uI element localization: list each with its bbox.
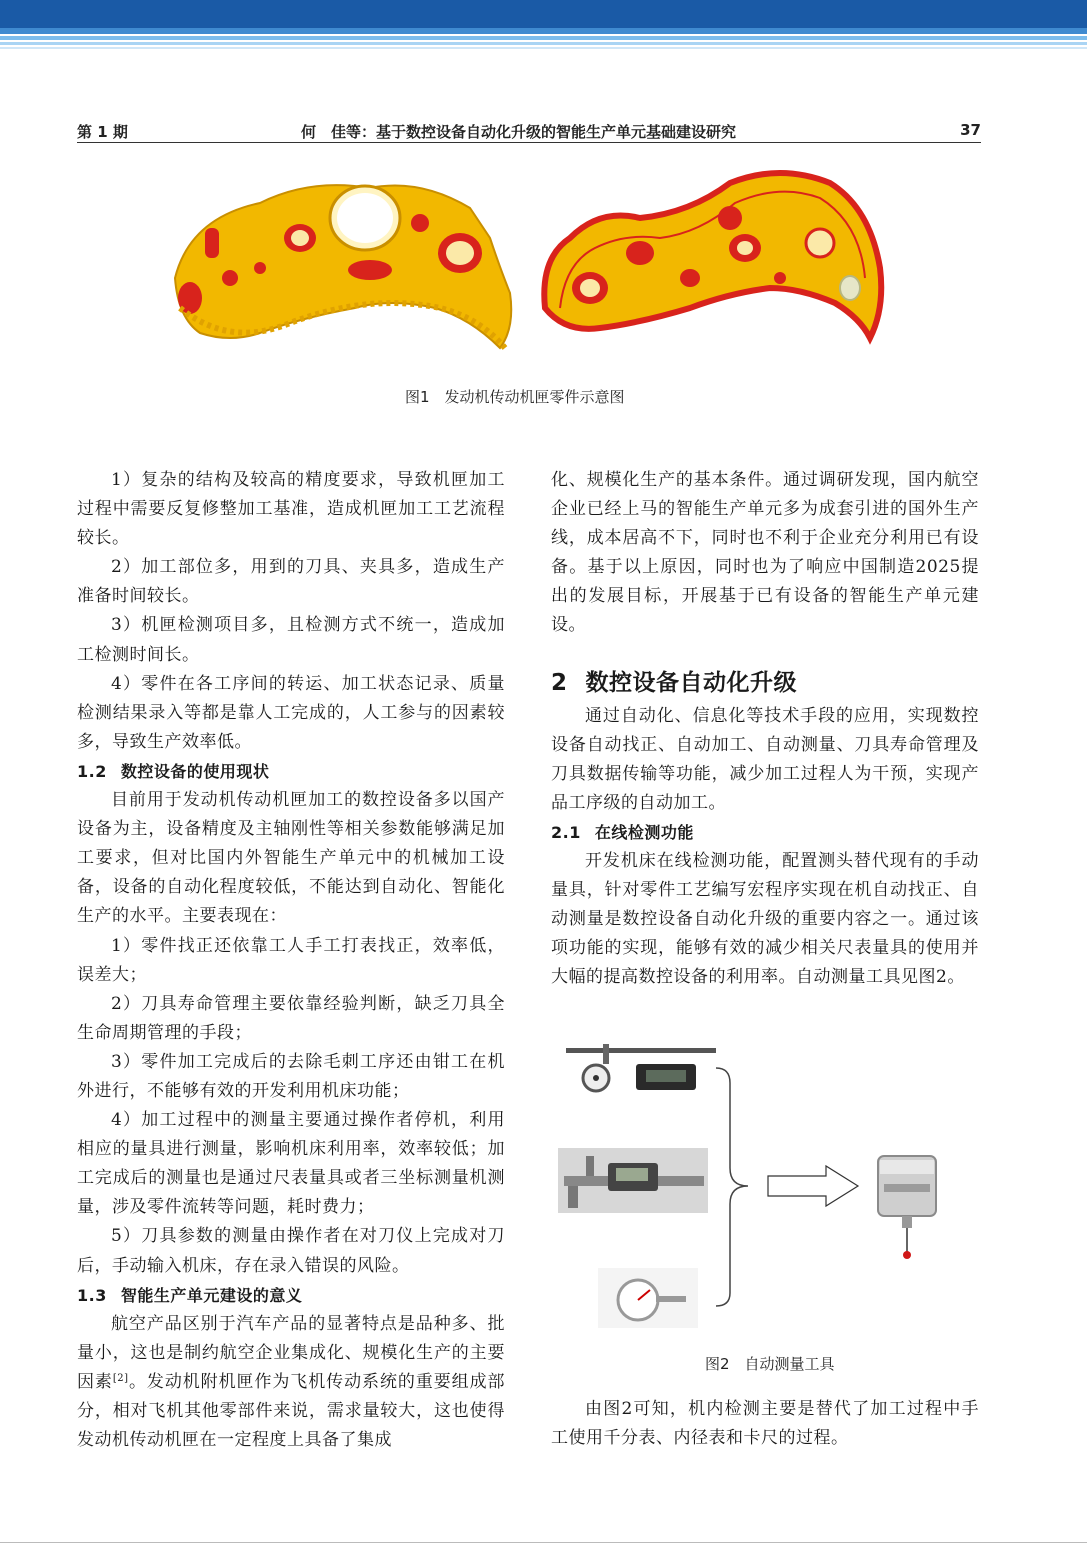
section-number: 1.3 xyxy=(77,1285,107,1305)
paragraph: 4）加工过程中的测量主要通过操作者停机，利用相应的量具进行测量，影响机床利用率，效率较低；加工完成后的测量也是通过尺表量具或者三坐标测量机测量，涉及零件流转等问题，耗时费力； xyxy=(77,1110,505,1218)
section-title: 数控设备的使用现状 xyxy=(120,761,270,781)
paragraph: 化、规模化生产的基本条件。通过调研发现，国内航空企业已经上马的智能生产单元多为成套引进的国外生产线，成本居高不下，同时也不利于企业充分利用已有设备。基于以上原因，同时也为了响应中国制造2025提出的发展目标，开展基于已有设备的智能生产单元建设。 xyxy=(551,470,979,636)
right-column-bottom xyxy=(551,1395,979,1453)
paragraph-text: 。发动机附机匣作为飞机传动系统的重要组成部分，相对飞机其他零部件来说，需求量较大，这也使得发动机传动机匣在一定程度上具备了集成 xyxy=(77,1371,506,1451)
paragraph: 2）刀具寿命管理主要依靠经验判断，缺乏刀具全生命周期管理的手段； xyxy=(77,993,505,1043)
running-title: 何 佳等：基于数控设备自动化升级的智能生产单元基础建设研究 xyxy=(301,123,737,141)
band-stripe xyxy=(0,42,1087,45)
band-dark xyxy=(0,0,1087,28)
paragraph: 3）机匣检测项目多，且检测方式不统一，造成加工检测时间长。 xyxy=(77,615,505,665)
paragraph: 1）零件找正还依靠工人手工打表找正，效率低，误差大； xyxy=(77,935,505,985)
section-number: 2 xyxy=(551,669,568,696)
header-rule xyxy=(77,142,981,143)
paragraph-text: 航空产品区别于汽车产品的显著特点是品种多、批量小，这也是制约航空企业集成化、规模化生产的主要因素 xyxy=(77,1313,505,1392)
paragraph: 目前用于发动机传动机匣加工的数控设备多以国产设备为主，设备精度及主轴刚性等相关参数能够满足加工要求，但对比国内外智能生产单元中的机械加工设备，设备的自动化程度较低，不能达到自动化、智能化生产的水平。主要表现在： xyxy=(77,790,505,927)
section-heading-2 xyxy=(551,666,979,700)
paragraph: 2）加工部位多，用到的刀具、夹具多，造成生产准备时间较长。 xyxy=(77,557,505,607)
figure-1-gearbox-casing xyxy=(170,158,890,368)
right-column xyxy=(551,466,979,993)
grouping-bracket xyxy=(716,1068,748,1306)
section-heading-2-1 xyxy=(551,818,979,847)
running-header xyxy=(77,118,981,142)
section-heading-1-3 xyxy=(77,1281,505,1310)
paragraph: 开发机床在线检测功能，配置测头替代现有的手动量具，针对零件工艺编写宏程序实现在机自动找正、自动测量是数控设备自动化升级的重要内容之一。通过该项功能的实现，能够有效的减少相关尺表量具的使用并大幅的提高数控设备的利用率。自动测量工具见图2。 xyxy=(551,851,979,988)
casing-view-inner xyxy=(544,173,881,338)
arrow-icon xyxy=(768,1166,858,1206)
bore-gauge-image xyxy=(566,1044,716,1091)
issue-number: 第 1 期 xyxy=(77,123,128,141)
section-title: 数控设备自动化升级 xyxy=(585,669,798,696)
paragraph: 5）刀具参数的测量由操作者在对刀仪上完成对刀后，手动输入机床，存在录入错误的风险。 xyxy=(77,1226,505,1276)
band-stripe xyxy=(0,36,1087,40)
paragraph xyxy=(77,1310,505,1455)
top-decorative-bar xyxy=(0,0,1087,50)
paragraph: 由图2可知，机内检测主要是替代了加工过程中手工使用千分表、内径表和卡尺的过程。 xyxy=(551,1399,979,1449)
page-number: 37 xyxy=(960,121,981,139)
band-mid xyxy=(0,28,1087,34)
section-number: 1.2 xyxy=(77,761,107,781)
citation-ref: [2] xyxy=(112,1372,129,1384)
page-bottom-rule xyxy=(0,1542,1087,1543)
section-title: 在线检测功能 xyxy=(594,822,694,842)
band-stripe xyxy=(0,47,1087,49)
section-title: 智能生产单元建设的意义 xyxy=(120,1285,303,1305)
paragraph: 通过自动化、信息化等技术手段的应用，实现数控设备自动找正、自动加工、自动测量、刀具寿命管理及刀具数据传输等功能，减少加工过程人为干预，实现产品工序级的自动加工。 xyxy=(551,705,979,813)
paragraph: 1）复杂的结构及较高的精度要求，导致机匣加工过程中需要反复修整加工基准，造成机匣加工工艺流程较长。 xyxy=(77,470,505,549)
caliper-image xyxy=(558,1148,708,1213)
section-heading-1-2 xyxy=(77,757,505,786)
dial-indicator-image xyxy=(598,1268,698,1328)
left-column xyxy=(77,466,505,1455)
section-number: 2.1 xyxy=(551,822,581,842)
casing-view-front xyxy=(175,185,511,348)
figure-2-measuring-tools xyxy=(558,1038,978,1338)
touch-probe-image xyxy=(878,1156,936,1259)
paragraph: 4）零件在各工序间的转运、加工状态记录、质量检测结果录入等都是靠人工完成的，人工参与的因素较多，导致生产效率低。 xyxy=(77,673,505,752)
paragraph: 3）零件加工完成后的去除毛刺工序还由钳工在机外进行，不能够有效的开发利用机床功能； xyxy=(77,1051,505,1101)
figure-2-caption: 图2 自动测量工具 xyxy=(705,1355,835,1373)
figure-1-caption: 图1 发动机传动机匣零件示意图 xyxy=(405,388,625,406)
